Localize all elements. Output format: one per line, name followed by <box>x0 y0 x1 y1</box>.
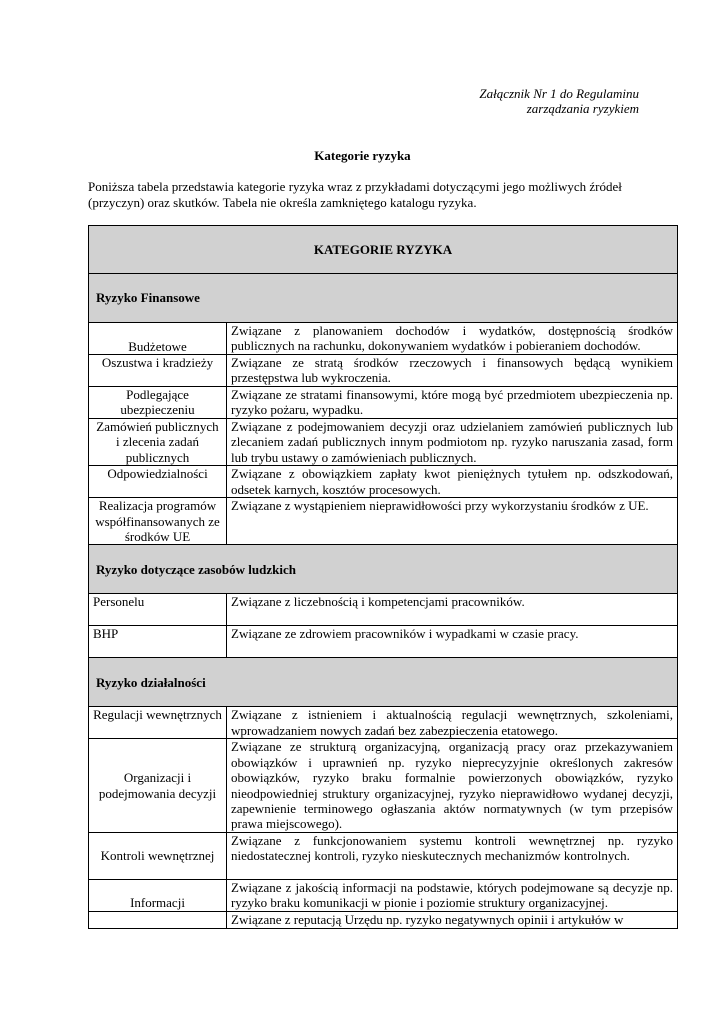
risk-description: Związane z jakością informacji na podstawie, których podejmowane są decyzje np. ryzyko braku komunikacji w pionie i poziomie struktury organizacyjnej. <box>227 879 678 911</box>
risk-name: Kontroli wewnętrznej <box>89 832 227 879</box>
category-row-hr <box>89 545 678 594</box>
category-title: Ryzyko dotyczące zasobów ludzkich <box>89 545 678 594</box>
risk-description: Związane z reputacją Urzędu np. ryzyko negatywnych opinii i artykułów w <box>227 911 678 928</box>
risk-description: Związane ze stratą środków rzeczowych i finansowych będącą wynikiem przestępstwa lub wykroczenia. <box>227 355 678 387</box>
table-header: KATEGORIE RYZYKA <box>89 226 678 274</box>
category-row-finance <box>89 274 678 323</box>
risk-description: Związane z podejmowaniem decyzji oraz udzielaniem zamówień publicznych lub zlecaniem zadań publicznych innym podmiotom np. ryzyko naruszania zasad, form lub trybu ustawy o zamówieniach publicznych. <box>227 419 678 466</box>
table-header-row <box>89 226 678 274</box>
annex-line-1: Załącznik Nr 1 do Regulaminu <box>479 86 639 101</box>
risk-name: BHP <box>89 626 227 658</box>
risk-description: Związane z funkcjonowaniem systemu kontroli wewnętrznej np. ryzyko niedostatecznej kontroli, ryzyko nieskutecznych mechanizmów kontrolnych. <box>227 832 678 879</box>
annex-note <box>339 86 639 116</box>
risk-name: Podlegające ubezpieczeniu <box>89 387 227 419</box>
table-row <box>89 387 678 419</box>
risk-name: Realizacja programów współfinansowanych ze środków UE <box>89 498 227 545</box>
risk-name: Informacji <box>89 879 227 911</box>
risk-name: Organizacji i podejmowania decyzji <box>89 739 227 832</box>
table-row <box>89 626 678 658</box>
risk-name: Oszustwa i kradzieży <box>89 355 227 387</box>
table-row <box>89 323 678 355</box>
risk-name <box>89 911 227 928</box>
risk-name: Odpowiedzialności <box>89 466 227 498</box>
table-row <box>89 419 678 466</box>
category-title: Ryzyko działalności <box>89 658 678 707</box>
table-row <box>89 911 678 928</box>
risk-description: Związane z obowiązkiem zapłaty kwot pieniężnych tytułem np. odszkodowań, odsetek karnych, kosztów procesowych. <box>227 466 678 498</box>
table-row <box>89 594 678 626</box>
table-row <box>89 739 678 832</box>
risk-description: Związane z istnieniem i aktualnością regulacji wewnętrznych, szkoleniami, wprowadzaniem nowych zadań bez zabezpieczenia etatowego. <box>227 707 678 739</box>
risk-name: Personelu <box>89 594 227 626</box>
table-row <box>89 879 678 911</box>
risk-description: Związane z planowaniem dochodów i wydatków, dostępnością środków publicznych na rachunku, dokonywaniem wydatków i pobieraniem dochodów. <box>227 323 678 355</box>
table-row <box>89 498 678 545</box>
risk-description: Związane z wystąpieniem nieprawidłowości przy wykorzystaniu środków z UE. <box>227 498 678 545</box>
category-row-operations <box>89 658 678 707</box>
annex-line-2: zarządzania ryzykiem <box>526 101 639 116</box>
risk-description: Związane z liczebnością i kompetencjami pracowników. <box>227 594 678 626</box>
table-row <box>89 466 678 498</box>
table-row <box>89 355 678 387</box>
category-title: Ryzyko Finansowe <box>89 274 678 323</box>
risk-description: Związane ze strukturą organizacyjną, organizacją pracy oraz przekazywaniem obowiązków i uprawnień np. ryzyko nieprecyzyjnie określonych zakresów obowiązków, ryzyko braku formalnie powierzonych obowiązków, ryzyko nieodpowiedniej struktury organizacyjnej, ryzyko nieprawidłowo wydanej decyzji, zapewnienie terminowego ogłaszania aktów normatywnych (w tym przepisów prawa miejscowego). <box>227 739 678 832</box>
risk-description: Związane ze zdrowiem pracowników i wypadkami w czasie pracy. <box>227 626 678 658</box>
risk-name: Zamówień publicznych i zlecenia zadań publicznych <box>89 419 227 466</box>
risk-name: Regulacji wewnętrznych <box>89 707 227 739</box>
table-row <box>89 832 678 879</box>
document-title: Kategorie ryzyka <box>314 148 411 163</box>
risk-categories-table <box>88 225 678 929</box>
risk-name: Budżetowe <box>89 323 227 355</box>
intro-paragraph: Poniższa tabela przedstawia kategorie ryzyka wraz z przykładami dotyczącymi jego możliwych źródeł (przyczyn) oraz skutków. Tabela nie określa zamkniętego katalogu ryzyka. <box>88 179 622 210</box>
risk-description: Związane ze stratami finansowymi, które mogą być przedmiotem ubezpieczenia np. ryzyko pożaru, wypadku. <box>227 387 678 419</box>
table-row <box>89 707 678 739</box>
